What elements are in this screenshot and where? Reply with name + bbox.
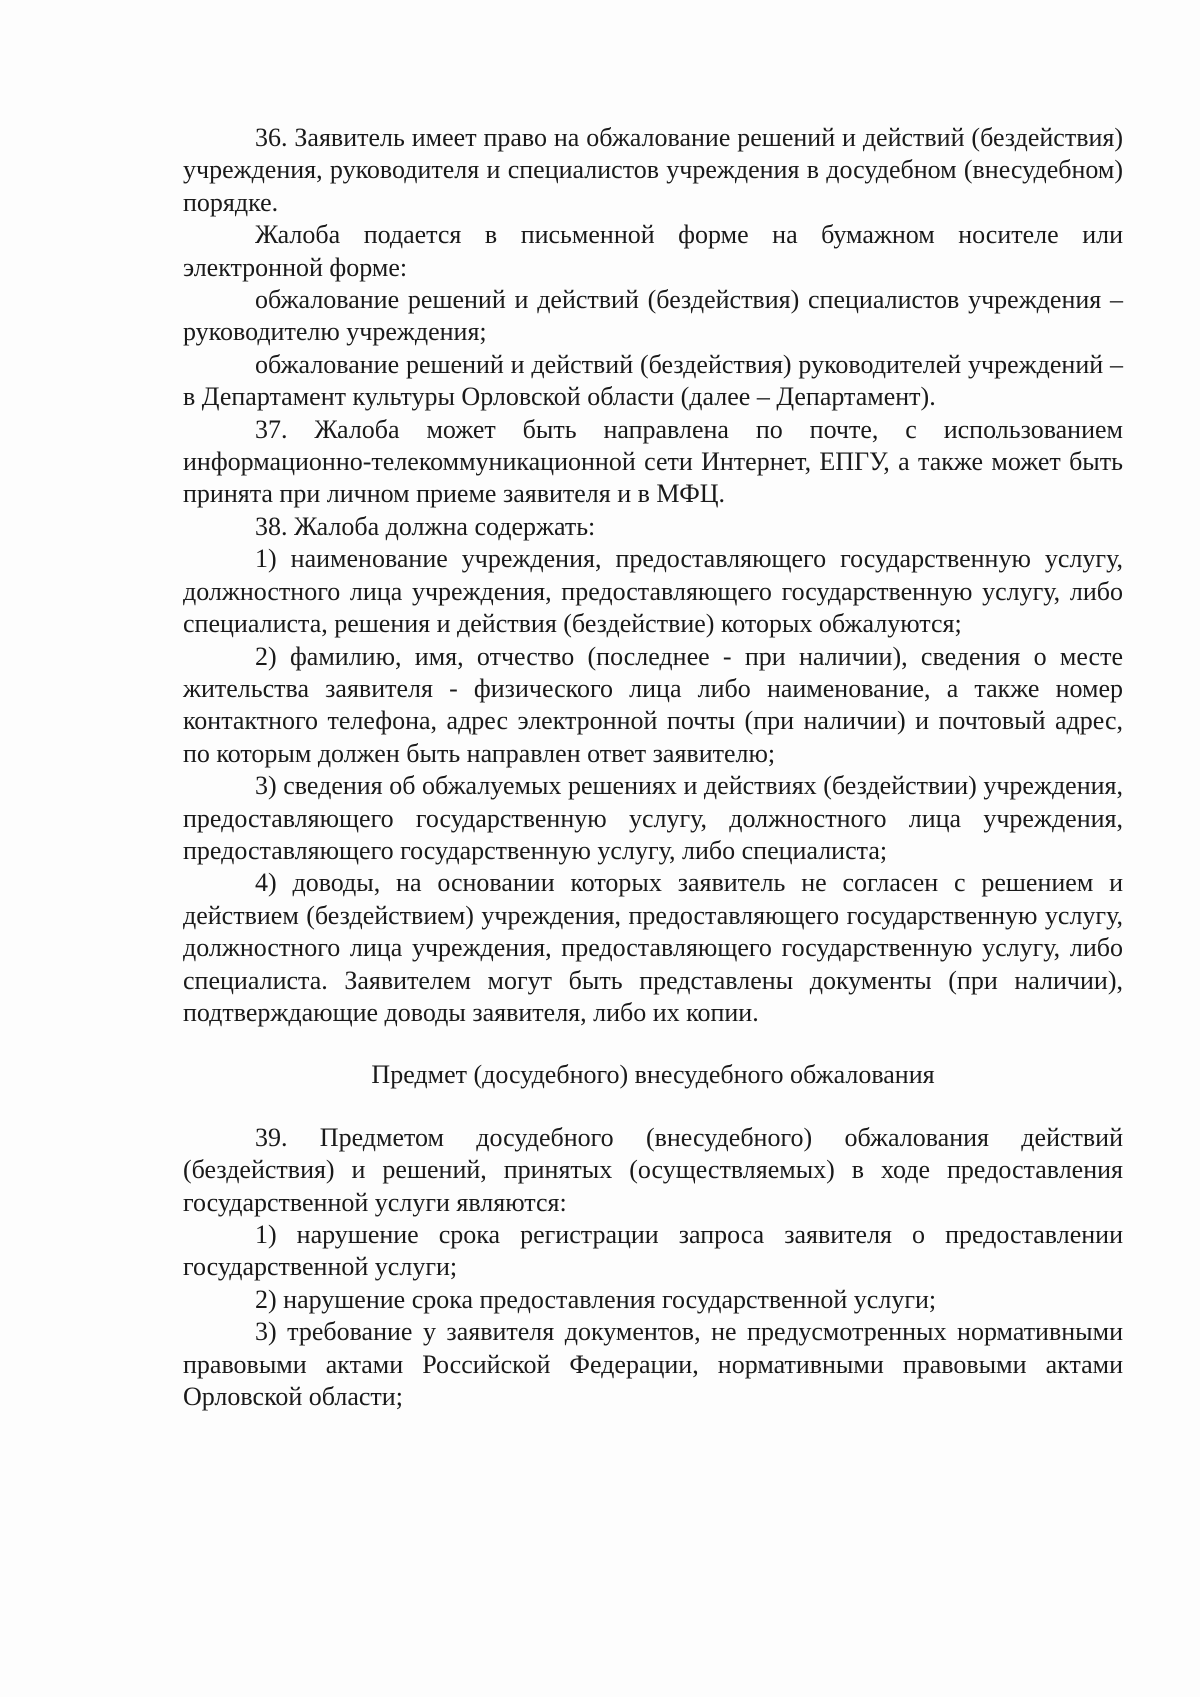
paragraph-38: 38. Жалоба должна содержать: [255, 511, 596, 541]
section-heading: Предмет (досудебного) внесудебного обжалования [371, 1060, 935, 1090]
list-item-38-1: 1) наименование учреждения, предоставляющего государственную услугу, должностного лица учреждения, предоставляющего государственную услугу, либо специалиста, решения и действия (бездействие) которых обжалуются; [183, 544, 1123, 639]
paragraph-39: 39. Предметом досудебного (внесудебного) обжалования действий (бездействия) и решений, принятых (осуществляемых) в ходе предоставления государственной услуги являются: [183, 1122, 1123, 1217]
paragraph-37: 37. Жалоба может быть направлена по почте, с использованием информационно-телекоммуникационной сети Интернет, ЕПГУ, а также может быть принята при личном приеме заявителя и в МФЦ. [183, 414, 1123, 509]
list-item-38-4: 4) доводы, на основании которых заявитель не согласен с решением и действием (бездействием) учреждения, предоставляющего государственную услугу, должностного лица учреждения, предоставляющего государственную услугу, либо специалиста. Заявителем могут быть представлены документы (при наличии), подтверждающие доводы заявителя, либо их копии. [183, 868, 1123, 1027]
document-body [183, 122, 1123, 1413]
paragraph-appeal-heads: обжалование решений и действий (бездействия) руководителей учреждений – в Департамент культуры Орловской области (далее – Департамент). [183, 349, 1123, 412]
list-item-39-1: 1) нарушение срока регистрации запроса заявителя о предоставлении государственной услуги; [183, 1220, 1123, 1282]
paragraph-complaint-form: Жалоба подается в письменной форме на бумажном носителе или электронной форме: [183, 220, 1123, 282]
paragraph-36: 36. Заявитель имеет право на обжалование решений и действий (бездействия) учреждения, руководителя и специалистов учреждения в досудебном (внесудебном) порядке. [183, 123, 1123, 217]
list-item-38-2: 2) фамилию, имя, отчество (последнее - при наличии), сведения о месте жительства заявителя - физического лица либо наименование, а также номер контактного телефона, адрес электронной почты (при наличии) и почтовый адрес, по которым должен быть направлен ответ заявителю; [183, 641, 1123, 768]
list-item-39-3: 3) требование у заявителя документов, не предусмотренных нормативными правовыми актами Российской Федерации, нормативными правовыми актами Орловской области; [183, 1317, 1123, 1412]
list-item-38-3: 3) сведения об обжалуемых решениях и действиях (бездействии) учреждения, предоставляющего государственную услугу, должностного лица учреждения, предоставляющего государственную услугу, либо специалиста; [183, 771, 1123, 865]
list-item-39-2: 2) нарушение срока предоставления государственной услуги; [255, 1284, 937, 1314]
paragraph-appeal-specialists: обжалование решений и действий (бездействия) специалистов учреждения – руководителю учреждения; [183, 285, 1123, 347]
